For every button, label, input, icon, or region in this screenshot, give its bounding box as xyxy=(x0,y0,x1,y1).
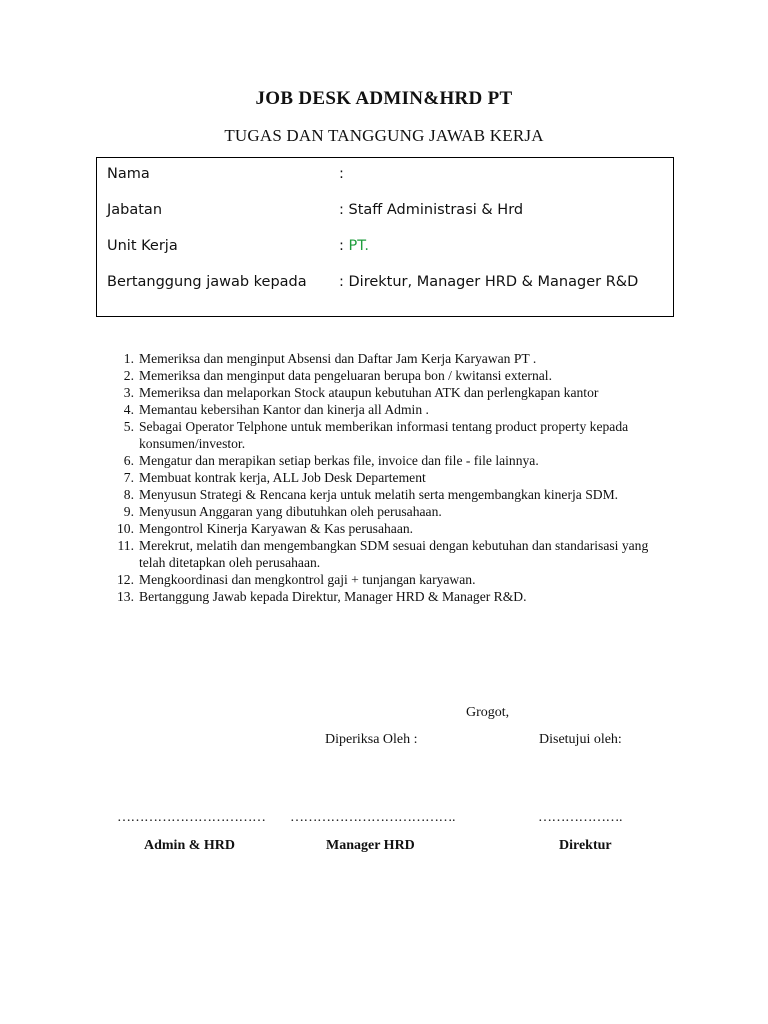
info-value: : Staff Administrasi & Hrd xyxy=(339,202,524,218)
duty-item xyxy=(110,452,670,469)
duty-number: 4. xyxy=(123,402,134,417)
duty-item xyxy=(110,537,670,571)
info-label: Nama xyxy=(107,166,150,182)
info-value: : xyxy=(339,166,344,182)
info-row-jabatan xyxy=(107,202,667,222)
signatory-manager-hrd: Manager HRD xyxy=(326,838,415,853)
duty-item xyxy=(110,350,670,367)
duty-text: Merekrut, melatih dan mengembangkan SDM sesuai dengan kebutuhan dan standarisasi yang telah ditetapkan oleh perusahaan. xyxy=(139,538,649,570)
duty-text: Memantau kebersihan Kantor dan kinerja all Admin . xyxy=(139,402,429,417)
duty-text: Mengontrol Kinerja Karyawan & Kas perusahaan. xyxy=(139,521,414,536)
info-label: Jabatan xyxy=(107,202,163,218)
duty-number: 11. xyxy=(117,538,134,553)
duty-text: Memeriksa dan melaporkan Stock ataupun kebutuhan ATK dan perlengkapan kantor xyxy=(139,385,599,400)
info-row-bertanggung-jawab xyxy=(107,274,667,294)
duty-text: Membuat kontrak kerja, ALL Job Desk Departement xyxy=(139,470,426,485)
duty-number: 6. xyxy=(123,453,134,468)
duty-text: Menyusun Anggaran yang dibutuhkan oleh perusahaan. xyxy=(139,504,442,519)
signatory-admin-hrd: Admin & HRD xyxy=(144,838,236,853)
document-subtitle: TUGAS DAN TANGGUNG JAWAB KERJA xyxy=(224,126,544,145)
checked-by-label: Diperiksa Oleh : xyxy=(325,732,418,747)
document-title: JOB DESK ADMIN&HRD PT xyxy=(255,88,513,109)
approved-by-label: Disetujui oleh: xyxy=(539,732,622,747)
duty-number: 3. xyxy=(123,385,134,400)
info-row-nama xyxy=(107,166,667,186)
duty-item xyxy=(110,588,670,605)
duty-number: 10. xyxy=(117,521,134,536)
company-name-highlight: PT. xyxy=(348,238,369,254)
duties-list xyxy=(110,350,670,605)
signature-line-manager: ………………………………. xyxy=(290,810,455,825)
duty-item xyxy=(110,520,670,537)
info-label: Bertanggung jawab kepada xyxy=(107,274,307,290)
duty-item xyxy=(110,418,670,452)
duty-item xyxy=(110,469,670,486)
duty-number: 1. xyxy=(123,351,134,366)
signatory-direktur: Direktur xyxy=(559,838,612,853)
duty-number: 13. xyxy=(117,589,134,604)
employee-info-box xyxy=(96,157,674,317)
duty-text: Mengatur dan merapikan setiap berkas file, invoice dan file - file lainnya. xyxy=(139,453,539,468)
info-value: : Direktur, Manager HRD & Manager R&D xyxy=(339,274,639,290)
info-label: Unit Kerja xyxy=(107,238,178,254)
duty-text: Memeriksa dan menginput data pengeluaran berupa bon / kwitansi external. xyxy=(139,368,552,383)
duty-item xyxy=(110,503,670,520)
duty-number: 2. xyxy=(123,368,134,383)
duty-number: 9. xyxy=(123,504,134,519)
duty-text: Memeriksa dan menginput Absensi dan Daftar Jam Kerja Karyawan PT . xyxy=(139,351,537,366)
duty-number: 7. xyxy=(123,470,134,485)
signature-line-admin: …………………………… xyxy=(117,810,266,825)
info-row-unit-kerja xyxy=(107,238,667,258)
signing-place: Grogot, xyxy=(466,705,510,720)
duty-text: Bertanggung Jawab kepada Direktur, Manager HRD & Manager R&D. xyxy=(139,589,527,604)
duty-number: 12. xyxy=(117,572,134,587)
info-value-prefix: : xyxy=(339,238,349,254)
duty-text: Menyusun Strategi & Rencana kerja untuk melatih serta mengembangkan kinerja SDM. xyxy=(139,487,619,502)
duty-number: 8. xyxy=(123,487,134,502)
duty-item xyxy=(110,367,670,384)
signature-line-direktur: ………………. xyxy=(538,810,622,825)
duty-item xyxy=(110,384,670,401)
duty-text: Mengkoordinasi dan mengkontrol gaji + tunjangan karyawan. xyxy=(139,572,476,587)
duty-item xyxy=(110,486,670,503)
duty-number: 5. xyxy=(123,419,134,434)
duty-item xyxy=(110,571,670,588)
duty-item xyxy=(110,401,670,418)
info-value xyxy=(339,238,369,254)
duty-text: Sebagai Operator Telphone untuk memberikan informasi tentang product property kepada konsumen/investor. xyxy=(139,419,629,451)
